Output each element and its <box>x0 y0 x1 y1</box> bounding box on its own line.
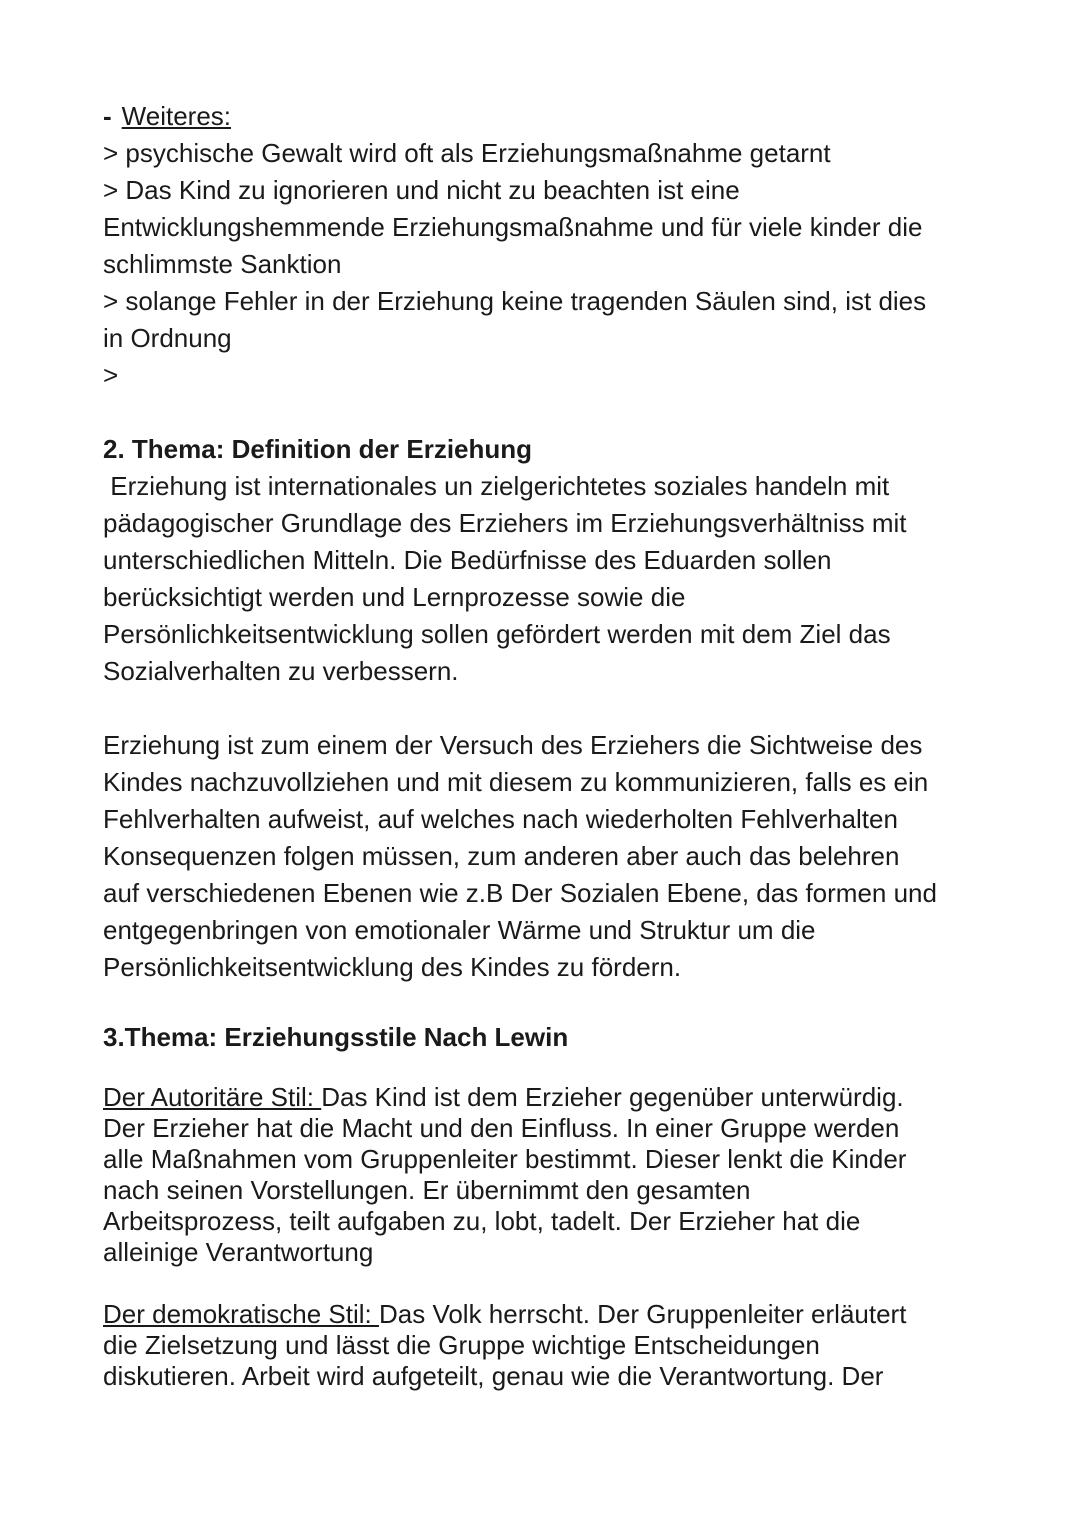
text-line: Erziehung ist internationales un zielgerichtetes soziales handeln mit <box>103 471 890 501</box>
definition-section <box>103 431 1003 986</box>
text-line: diskutieren. Arbeit wird aufgeteilt, genau wie die Verantwortung. Der <box>103 1361 884 1391</box>
text-line: Kindes nachzuvollziehen und mit diesem zu kommunizieren, falls es ein <box>103 767 929 797</box>
text-line: Arbeitsprozess, teilt aufgaben zu, lobt, tadelt. Der Erzieher hat die <box>103 1206 861 1236</box>
text-line: unterschiedlichen Mitteln. Die Bedürfnisse des Eduarden sollen <box>103 545 832 575</box>
demokratisch-paragraph <box>103 1299 1003 1392</box>
text-line: Persönlichkeitsentwicklung sollen gefördert werden mit dem Ziel das <box>103 619 891 649</box>
demokratisch-first-text: Das Volk herrscht. Der Gruppenleiter erläutert <box>378 1299 907 1329</box>
text-line: > solange Fehler in der Erziehung keine tragenden Säulen sind, ist dies <box>103 286 927 316</box>
lewin-section <box>103 1019 1003 1392</box>
text-line: auf verschiedenen Ebenen wie z.B Der Sozialen Ebene, das formen und <box>103 878 937 908</box>
text-line: die Zielsetzung und lässt die Gruppe wichtige Entscheidungen <box>103 1330 820 1360</box>
text-line: Sozialverhalten zu verbessern. <box>103 656 459 686</box>
autoritaer-paragraph <box>103 1082 1003 1268</box>
text-line: schlimmste Sanktion <box>103 249 342 279</box>
demokratisch-first-line <box>103 1299 1003 1330</box>
text-line: in Ordnung <box>103 323 232 353</box>
section-heading: 2. Thema: Definition der Erziehung <box>103 434 533 464</box>
weiteres-label: Weiteres: <box>121 101 232 131</box>
text-line: > Das Kind zu ignorieren und nicht zu beachten ist eine <box>103 175 740 205</box>
document-page <box>103 98 1003 1392</box>
text-line: > <box>103 360 119 390</box>
text-line: entgegenbringen von emotionaler Wärme und Struktur um die <box>103 915 816 945</box>
definition-paragraph-2 <box>103 727 1003 986</box>
text-line: alleinige Verantwortung <box>103 1237 374 1267</box>
text-line: Entwicklungshemmende Erziehungsmaßnahme und für viele kinder die <box>103 212 923 242</box>
text-line: alle Maßnahmen vom Gruppenleiter bestimmt. Dieser lenkt die Kinder <box>103 1144 907 1174</box>
text-line: pädagogischer Grundlage des Erziehers im Erziehungsverhältniss mit <box>103 508 907 538</box>
text-line: berücksichtigt werden und Lernprozesse sowie die <box>103 582 686 612</box>
text-line: > psychische Gewalt wird oft als Erziehungsmaßnahme getarnt <box>103 138 831 168</box>
text-line: Persönlichkeitsentwicklung des Kindes zu fördern. <box>103 952 682 982</box>
autoritaer-first-text: Das Kind ist dem Erzieher gegenüber unterwürdig. <box>321 1082 904 1112</box>
text-line: nach seinen Vorstellungen. Er übernimmt den gesamten <box>103 1175 751 1205</box>
bullet-dash: - <box>103 101 112 131</box>
autoritaer-label: Der Autoritäre Stil: <box>103 1082 322 1112</box>
text-line: Der Erzieher hat die Macht und den Einfluss. In einer Gruppe werden <box>103 1113 900 1143</box>
section-heading: 3.Thema: Erziehungsstile Nach Lewin <box>103 1022 569 1052</box>
text-line: Fehlverhalten aufweist, auf welches nach wiederholten Fehlverhalten <box>103 804 898 834</box>
demokratisch-label: Der demokratische Stil: <box>103 1299 379 1329</box>
weiteres-section <box>103 98 1003 394</box>
autoritaer-first-line <box>103 1082 1003 1113</box>
definition-paragraph-1 <box>103 468 1003 690</box>
text-line: Erziehung ist zum einem der Versuch des Erziehers die Sichtweise des <box>103 730 923 760</box>
text-line: Konsequenzen folgen müssen, zum anderen aber auch das belehren <box>103 841 900 871</box>
weiteres-heading-line <box>103 98 1003 135</box>
